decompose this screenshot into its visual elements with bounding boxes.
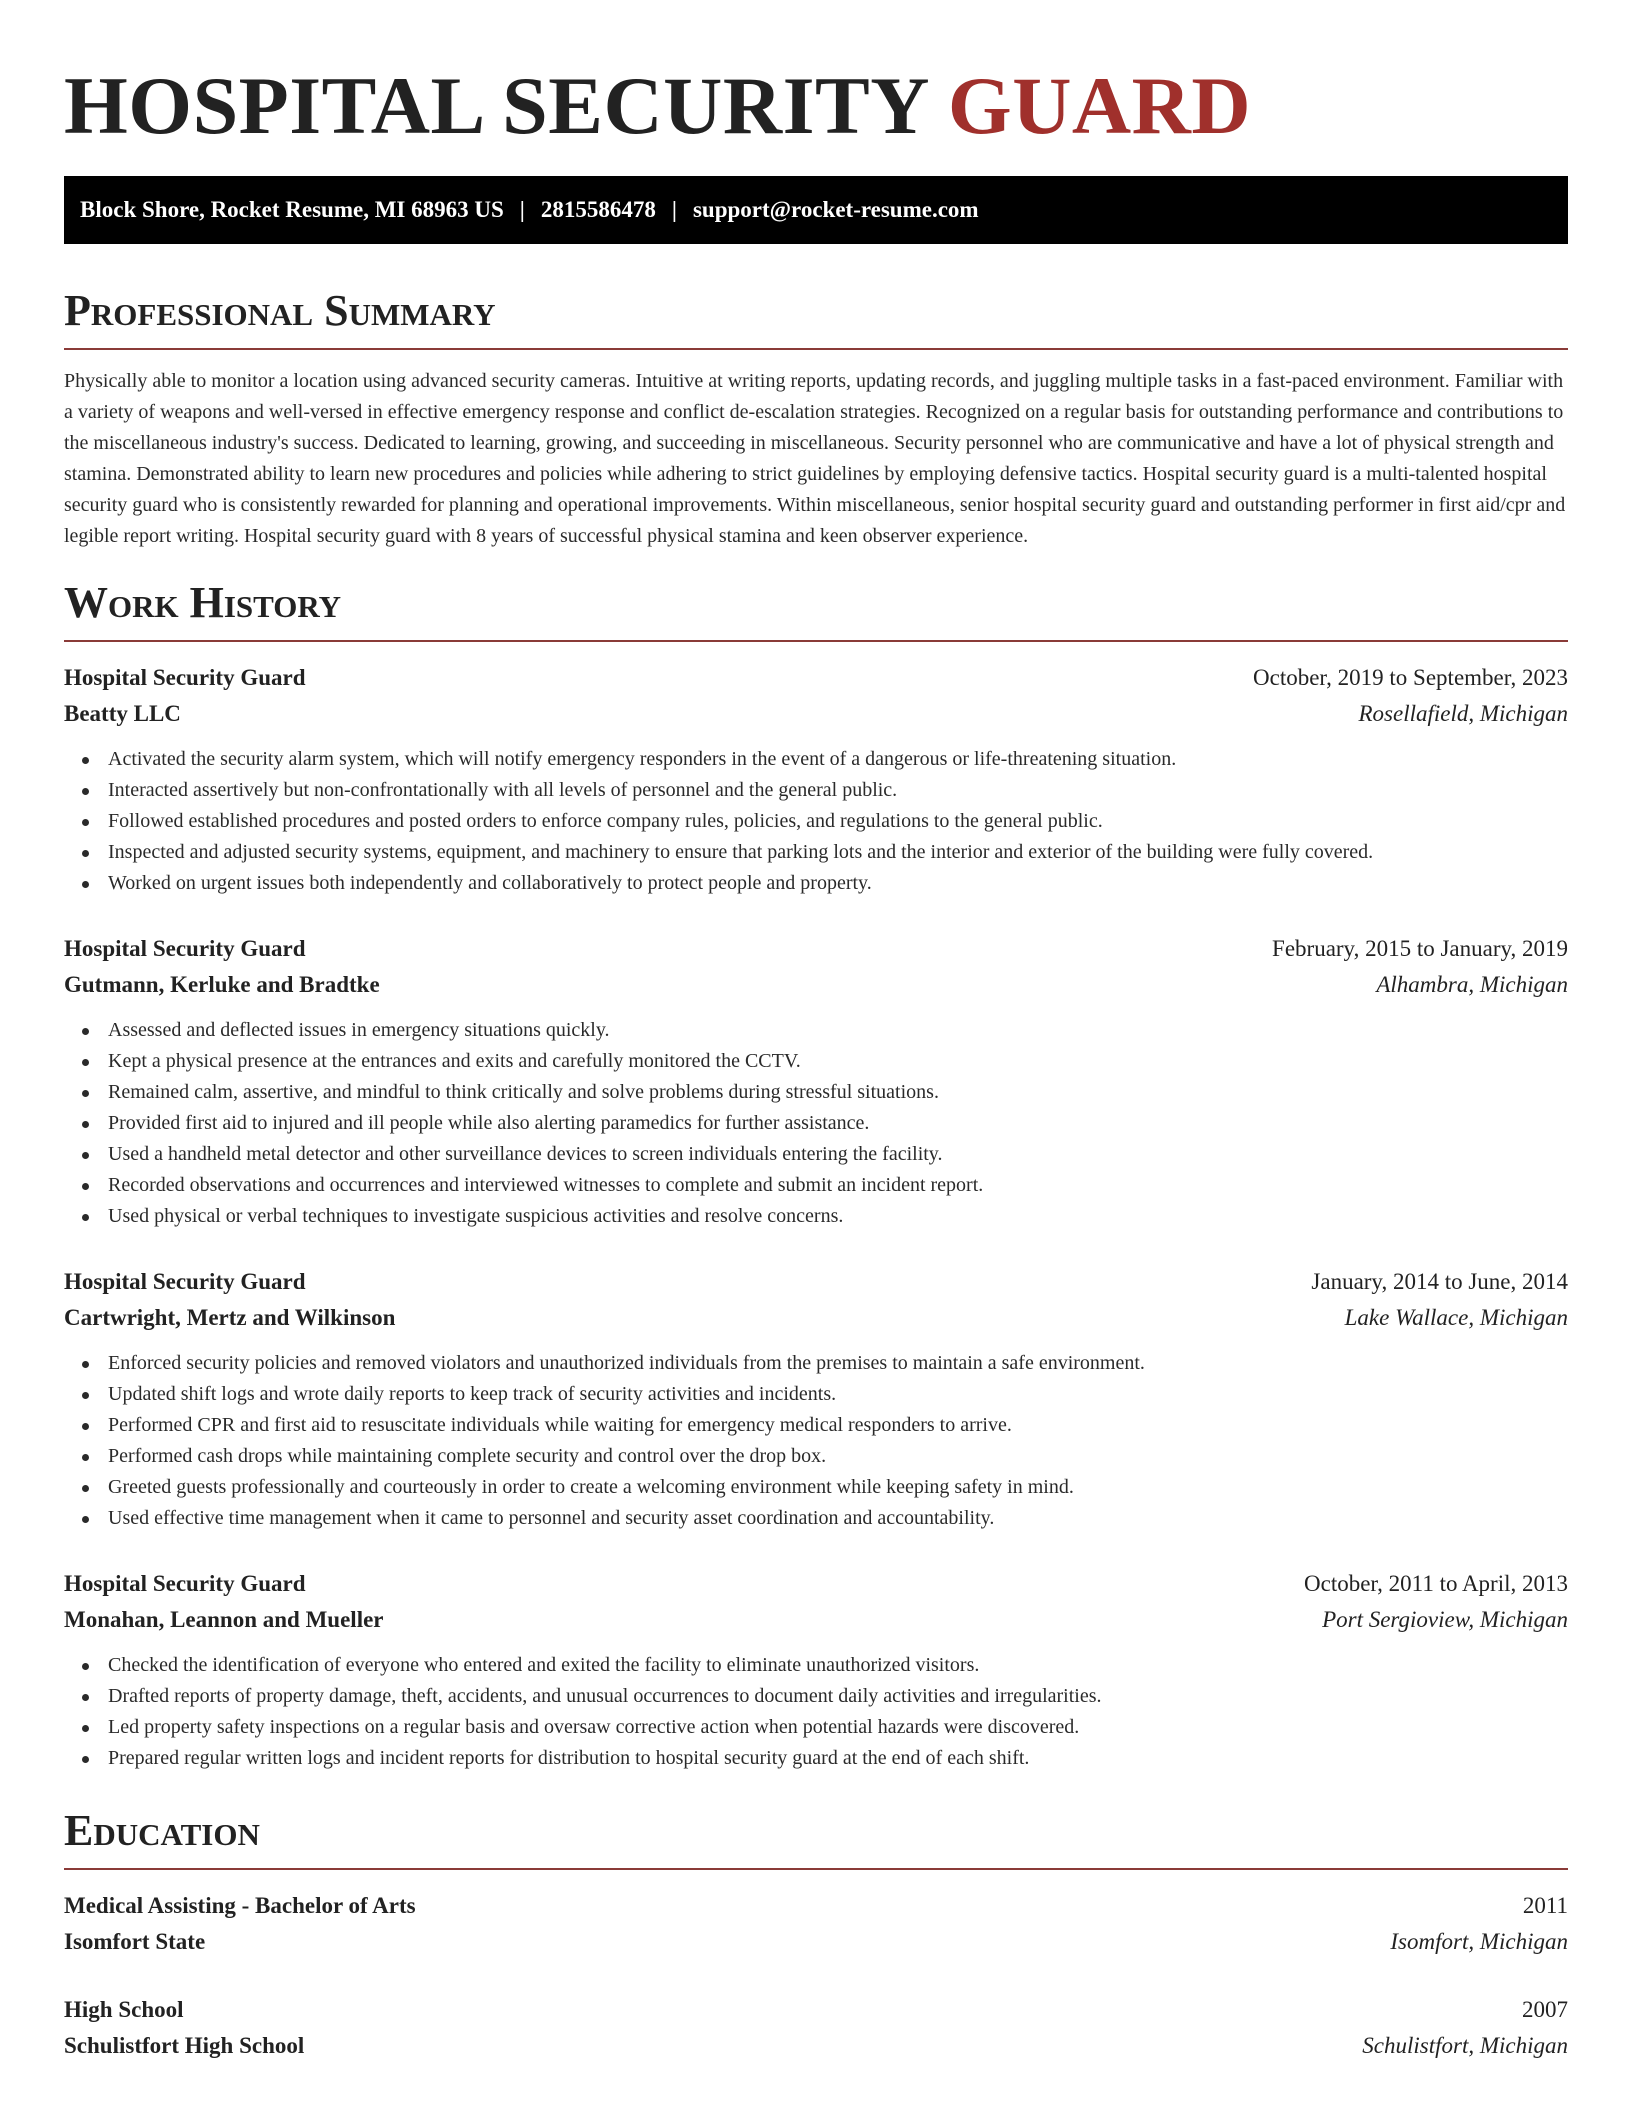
section-divider (64, 1868, 1568, 1870)
job-bullet: Activated the security alarm system, which will notify emergency responders in the event of a dangerous or life-threatening situation. (64, 744, 1568, 775)
job-title: Hospital Security Guard (64, 936, 306, 961)
job-bullet: Used a handheld metal detector and other surveillance devices to screen individuals entering the facility. (64, 1139, 1568, 1170)
job-bullet: Provided first aid to injured and ill people while also alerting paramedics for further assistance. (64, 1108, 1568, 1139)
job-title: Hospital Security Guard (64, 1571, 306, 1596)
job-bullet: Kept a physical presence at the entrances and exits and carefully monitored the CCTV. (64, 1046, 1568, 1077)
education-location: Isomfort, Michigan (1390, 1929, 1568, 1954)
job-bullet: Led property safety inspections on a regular basis and oversaw corrective action when potential hazards were discovered. (64, 1712, 1568, 1743)
job-company: Gutmann, Kerluke and Bradtke (64, 972, 380, 997)
job-bullet: Used effective time management when it came to personnel and security asset coordination and accountability. (64, 1503, 1568, 1534)
job-bullet: Prepared regular written logs and incident reports for distribution to hospital security guard at the end of each shift. (64, 1743, 1568, 1774)
job-bullet: Recorded observations and occurrences and interviewed witnesses to complete and submit an incident report. (64, 1170, 1568, 1201)
job-company: Beatty LLC (64, 701, 181, 726)
contact-phone: 2815586478 (540, 197, 656, 222)
job-bullets (64, 1015, 1568, 1232)
job-location: Lake Wallace, Michigan (1344, 1305, 1568, 1330)
job-company: Cartwright, Mertz and Wilkinson (64, 1305, 396, 1330)
summary-heading: Professional Summary (64, 286, 496, 335)
job-bullet: Worked on urgent issues both independently and collaboratively to protect people and property. (64, 868, 1568, 899)
job-dates: October, 2019 to September, 2023 (1253, 665, 1568, 690)
job-company: Monahan, Leannon and Mueller (64, 1607, 384, 1632)
name-accent: GUARD (947, 60, 1252, 151)
job-bullet: Performed cash drops while maintaining complete security and control over the drop box. (64, 1441, 1568, 1472)
job-bullet: Updated shift logs and wrote daily reports to keep track of security activities and incidents. (64, 1379, 1568, 1410)
education-year: 2011 (1522, 1893, 1568, 1918)
education-degree: Medical Assisting - Bachelor of Arts (64, 1893, 416, 1918)
job-bullet: Assessed and deflected issues in emergency situations quickly. (64, 1015, 1568, 1046)
summary-text: Physically able to monitor a location using advanced security cameras. Intuitive at writing reports, updating records, and juggling multiple tasks in a fast-paced environment. Familiar with a variety of weapons and well-versed in effective emergency response and conflict de-escalation strategies. Recognized on a regular basis for outstanding performance and contributions to the miscellaneous industry's success. Dedicated to learning, growing, and succeeding in miscellaneous. Security personnel who are communicative and have a lot of physical strength and stamina. Demonstrated ability to learn new procedures and policies while adhering to strict guidelines by employing defensive tactics. Hospital security guard is a multi-talented hospital security guard who is consistently rewarded for planning and operational improvements. Within miscellaneous, senior hospital security guard and outstanding performer in first aid/cpr and legible report writing. Hospital security guard with 8 years of successful physical stamina and keen observer experience. (64, 370, 1566, 547)
education-year: 2007 (1522, 1997, 1568, 2022)
job-dates: February, 2015 to January, 2019 (1272, 936, 1568, 961)
job-title: Hospital Security Guard (64, 1269, 306, 1294)
job-bullet: Followed established procedures and posted orders to enforce company rules, policies, and regulations to the general public. (64, 806, 1568, 837)
job-bullets (64, 1650, 1568, 1774)
job-entry (64, 1566, 1568, 1774)
job-bullet: Drafted reports of property damage, theft, accidents, and unusual occurrences to document daily activities and irregularities. (64, 1681, 1568, 1712)
education-school: Isomfort State (64, 1929, 206, 1954)
job-bullet: Greeted guests professionally and courteously in order to create a welcoming environment while keeping safety in mind. (64, 1472, 1568, 1503)
job-entry (64, 660, 1568, 899)
job-bullets (64, 1348, 1568, 1534)
job-location: Port Sergioview, Michigan (1322, 1607, 1568, 1632)
job-bullets (64, 744, 1568, 899)
job-dates: January, 2014 to June, 2014 (1311, 1269, 1568, 1294)
job-location: Alhambra, Michigan (1376, 972, 1568, 997)
job-location: Rosellafield, Michigan (1358, 701, 1568, 726)
contact-separator: | (519, 197, 525, 222)
contact-bar (64, 176, 1568, 244)
education-entry (64, 1888, 1568, 1960)
contact-address: Block Shore, Rocket Resume, MI 68963 US (80, 197, 504, 222)
job-bullet: Enforced security policies and removed violators and unauthorized individuals from the premises to maintain a safe environment. (64, 1348, 1568, 1379)
education-degree: High School (64, 1997, 184, 2022)
name-main: HOSPITAL SECURITY (64, 60, 927, 151)
job-bullet: Performed CPR and first aid to resuscitate individuals while waiting for emergency medical responders to arrive. (64, 1410, 1568, 1441)
job-bullet: Checked the identification of everyone who entered and exited the facility to eliminate unauthorized visitors. (64, 1650, 1568, 1681)
education-heading: Education (64, 1806, 260, 1855)
job-bullet: Used physical or verbal techniques to investigate suspicious activities and resolve concerns. (64, 1201, 1568, 1232)
education-location: Schulistfort, Michigan (1362, 2033, 1568, 2058)
job-entry (64, 1264, 1568, 1534)
contact-email: support@rocket-resume.com (692, 197, 979, 222)
work-history-heading: Work History (64, 578, 342, 627)
education-school: Schulistfort High School (64, 2033, 305, 2058)
resume-name (64, 0, 1568, 154)
job-dates: October, 2011 to April, 2013 (1304, 1571, 1568, 1596)
job-bullet: Interacted assertively but non-confrontationally with all levels of personnel and the general public. (64, 775, 1568, 806)
education-entry (64, 1992, 1568, 2064)
job-bullet: Remained calm, assertive, and mindful to think critically and solve problems during stressful situations. (64, 1077, 1568, 1108)
contact-separator: | (671, 197, 677, 222)
section-divider (64, 640, 1568, 642)
job-title: Hospital Security Guard (64, 665, 306, 690)
job-entry (64, 931, 1568, 1232)
job-bullet: Inspected and adjusted security systems, equipment, and machinery to ensure that parking lots and the interior and exterior of the building were fully covered. (64, 837, 1568, 868)
section-divider (64, 348, 1568, 350)
